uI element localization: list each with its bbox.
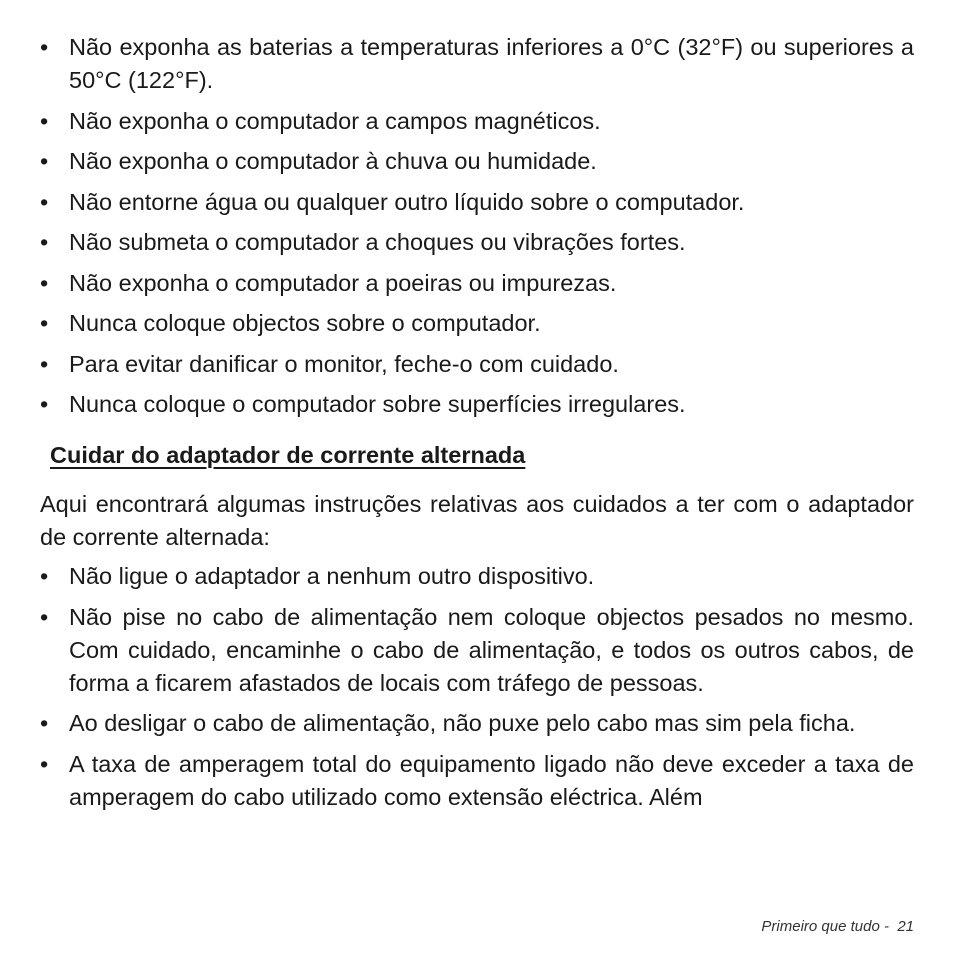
bullet: • — [40, 34, 49, 60]
list-item-text: Não pise no cabo de alimentação nem coloque objectos pesados no mesmo. Com cuidado, encaminhe o cabo de alimentação, e todos os outros cabos, de forma a ficarem afastados de locais com tráfego de pessoas. — [69, 603, 914, 696]
bullet: • — [40, 229, 49, 255]
bullet: • — [40, 603, 49, 630]
bullet: • — [40, 269, 49, 296]
section-heading — [50, 439, 914, 472]
list-item — [40, 31, 914, 97]
list-item-text: Não exponha o computador à chuva ou humidade. — [69, 148, 597, 174]
list-item — [40, 226, 914, 259]
page-number: 21 — [897, 918, 914, 935]
list-item-text: A taxa de amperagem total do equipamento ligado não deve exceder a taxa de amperagem do cabo utilizado como extensão eléctrica. Além — [69, 750, 914, 810]
list-item — [40, 707, 914, 740]
bullet: • — [40, 188, 49, 215]
list-item-text: Nunca coloque objectos sobre o computador. — [69, 310, 541, 336]
bullet: • — [40, 148, 49, 174]
list-item-text: Nunca coloque o computador sobre superfícies irregulares. — [69, 391, 686, 417]
list-item-text: Não entorne água ou qualquer outro líquido sobre o computador. — [69, 188, 745, 215]
list-item-text: Não exponha as baterias a temperaturas inferiores a 0°C (32°F) ou superiores a 50°C (122°F). — [69, 34, 914, 93]
page-content — [40, 31, 914, 821]
list-item — [40, 307, 914, 340]
footer-section-name: Primeiro que tudo - — [761, 918, 889, 935]
list-item — [40, 186, 914, 219]
bullet: • — [40, 563, 49, 589]
list-item-text: Não submeta o computador a choques ou vibrações fortes. — [69, 229, 686, 255]
list-item-text: Para evitar danificar o monitor, feche-o com cuidado. — [69, 350, 619, 377]
care-list-adapter — [40, 560, 914, 814]
list-item — [40, 267, 914, 300]
bullet: • — [40, 310, 49, 336]
list-item — [40, 145, 914, 178]
list-item — [40, 560, 914, 593]
page-footer — [761, 918, 914, 935]
list-item-text: Não exponha o computador a poeiras ou impurezas. — [69, 269, 617, 296]
list-item — [40, 748, 914, 814]
list-item — [40, 348, 914, 381]
bullet: • — [40, 391, 49, 417]
section-heading-text: Cuidar do adaptador de corrente alternada — [50, 442, 526, 468]
list-item — [40, 105, 914, 138]
list-item — [40, 601, 914, 700]
care-list-computer — [40, 31, 914, 421]
bullet: • — [40, 107, 49, 134]
list-item — [40, 388, 914, 421]
bullet: • — [40, 350, 49, 377]
bullet: • — [40, 710, 49, 736]
bullet: • — [40, 750, 49, 777]
section-intro: Aqui encontrará algumas instruções relativas aos cuidados a ter com o adaptador de corrente alternada: — [40, 491, 914, 550]
list-item-text: Não exponha o computador a campos magnéticos. — [69, 107, 601, 134]
list-item-text: Ao desligar o cabo de alimentação, não puxe pelo cabo mas sim pela ficha. — [69, 710, 856, 736]
list-item-text: Não ligue o adaptador a nenhum outro dispositivo. — [69, 563, 595, 589]
